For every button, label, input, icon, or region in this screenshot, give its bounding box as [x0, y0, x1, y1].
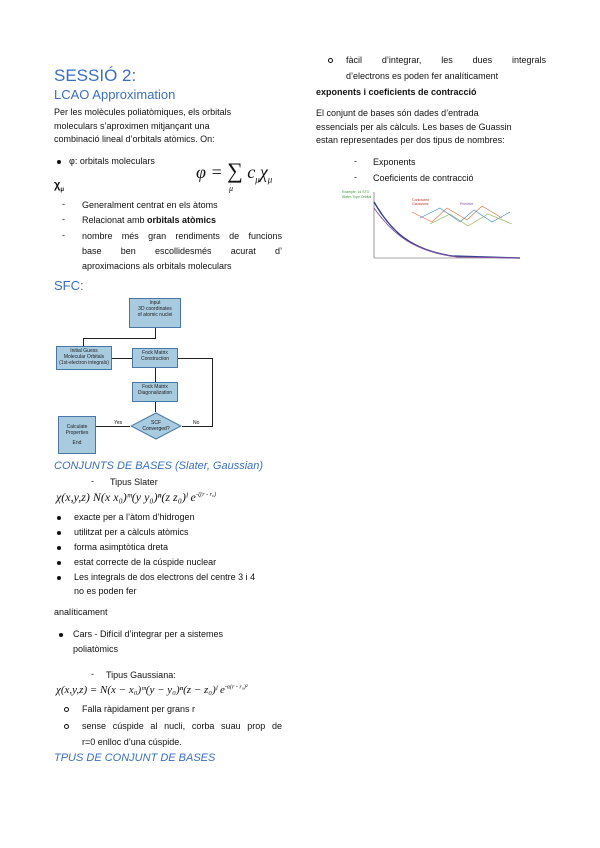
right-item: Coeficients de contracció	[373, 173, 474, 183]
scf-flowchart	[56, 296, 226, 456]
cars-item: poliatòmics	[73, 644, 119, 654]
conjunts-title: CONJUNTS DE BASES (Slater, Gaussian)	[54, 460, 264, 472]
lcao-formula	[196, 158, 272, 185]
orbital-curves	[342, 188, 522, 268]
chi-item: base ben escollidesmés acurat d’	[82, 246, 282, 256]
chart-label	[412, 198, 429, 206]
cars-item: Cars - Difícil d’integrar per a sistemes	[73, 629, 224, 639]
gauss-label: Tipus Gaussiana:	[106, 670, 176, 680]
gauss-item: sense cúspide al nucli, corba suau prop de	[82, 721, 282, 731]
connector	[178, 358, 213, 359]
formula-lhs: φ =	[196, 162, 223, 182]
section-subtitle: LCAO Approximation	[54, 87, 176, 102]
dash-icon: -	[62, 230, 65, 240]
right-item: Exponents	[373, 157, 416, 167]
slater-label: Tipus Slater	[110, 477, 158, 487]
para-line: essencials per als càlculs. Les bases de Guassin	[316, 121, 512, 132]
dash-icon: -	[91, 476, 94, 486]
circle-bullet-icon	[64, 724, 69, 729]
sum-index: μ	[229, 184, 234, 193]
chi-symbol: χ	[54, 179, 61, 191]
legend-line: Example: 1s STO	[342, 190, 370, 194]
slater-item: Les integrals de dos electrons del centre 3 i 4	[74, 572, 256, 582]
sfc-title: SFC:	[54, 278, 84, 293]
intro-line: moleculars s’aproximen mitjançant una	[54, 120, 210, 131]
circle-bullet-icon	[64, 707, 69, 712]
slater-item: no es poden fer	[74, 586, 137, 596]
chi-item: aproximacions als orbitals moleculars	[82, 261, 232, 271]
gauss-formula	[56, 684, 248, 696]
connector	[212, 358, 213, 427]
connector	[83, 338, 84, 346]
slater-item: exacte per a l’àtom d’hidrogen	[74, 512, 195, 522]
legend-line: Slater-Type Orbital	[342, 195, 372, 199]
chi-item: Generalment centrat en els àtoms	[82, 200, 218, 210]
gauss-formula-exp: -α(r - r₀)²	[224, 684, 248, 691]
flow-converged-text: SCF Converged?	[142, 420, 170, 432]
bullet-icon	[59, 633, 63, 637]
bullet-icon	[57, 576, 61, 580]
chi-item: nombre més gran rendiments de funcions	[82, 231, 282, 241]
phi-item: φ: orbitals moleculars	[69, 156, 155, 166]
connector	[112, 358, 132, 359]
flow-input-box: Input 3D coordinates of atomic nuclei	[129, 298, 181, 328]
intro-paragraph	[54, 106, 294, 147]
connector	[155, 328, 156, 338]
circle-bullet-icon	[328, 58, 333, 63]
bold-line: exponents i coeficients de contracció	[316, 87, 477, 97]
slater-item: utilitzat per a càlculs atòmics	[74, 527, 189, 537]
tipus-title: TPUS DE CONJUNT DE BASES	[54, 752, 216, 764]
flow-yes: Yes	[114, 420, 123, 426]
formula-chi: χ	[259, 162, 268, 182]
connector	[155, 368, 156, 382]
fast-item: d’electrons es poden fer analíticament	[346, 71, 499, 81]
para-line: El conjunt de bases són dades d’entrada	[316, 108, 479, 118]
slater-formula-main: χ(x,y,z) N(x x₀)ᵐ(y y₀)ⁿ(z z₀)ˡ e	[56, 490, 196, 504]
flow-guess-box: Initial Guess Molecular Orbitals (1st-electron integrals)	[56, 346, 112, 370]
chart-legend	[342, 190, 371, 200]
chi-item	[82, 214, 216, 227]
dash-icon: -	[62, 214, 65, 224]
chi-label	[54, 179, 64, 193]
flow-no: No	[193, 420, 200, 426]
flow-fock-box: Fock Matrix Construction	[132, 348, 178, 368]
formula-c: c	[247, 162, 256, 182]
bullet-icon	[57, 516, 61, 520]
connector	[182, 426, 212, 427]
flow-calc-text: Calculate Properties	[65, 424, 89, 436]
dash-icon: -	[354, 156, 357, 166]
flow-end-text: End	[72, 440, 82, 446]
intro-line: Per les molècules poliatòmiques, els orbitals	[54, 107, 232, 117]
orbital-figure	[342, 188, 522, 268]
fast-item: fàcil d’integrar, les dues integrals	[346, 55, 546, 65]
right-paragraph	[316, 107, 556, 148]
dash-icon: -	[62, 199, 65, 209]
connector	[155, 402, 156, 412]
gauss-formula-main: χ(x,y,z) = N(x − x₀)ᵐ(y − y₀)ⁿ(z − z₀)ˡ e	[56, 684, 225, 696]
bullet-icon	[57, 546, 61, 550]
chart-label: Primitive	[460, 202, 474, 206]
page-title: SESSIÓ 2:	[54, 66, 137, 85]
gauss-item: Falla ràpidament per grans r	[82, 704, 196, 714]
analiticament-text: analíticament	[54, 607, 108, 617]
formula-c-sub: μ	[255, 174, 260, 185]
slater-item: estat correcte de la cúspide nuclear	[74, 557, 217, 567]
bullet-icon	[57, 160, 61, 164]
chart-label-line: Contracted	[412, 198, 430, 202]
connector	[83, 338, 156, 339]
para-line: estan representades per dos tipus de nombres:	[316, 135, 505, 145]
chi-subscript: μ	[60, 187, 65, 194]
connector	[96, 426, 130, 427]
bullet-icon	[57, 561, 61, 565]
slater-formula-exp: -ζ(r - r₀)	[195, 492, 217, 498]
bold-orbitals: orbitals atòmics	[147, 215, 217, 225]
dash-icon: -	[91, 669, 94, 679]
chart-label-line: Gaussians	[412, 202, 429, 206]
dash-icon: -	[354, 172, 357, 182]
formula-chi-sub: μ	[267, 174, 273, 185]
gauss-item: r=0 enlloc d’una cúspide.	[82, 737, 182, 747]
flow-calc-box	[58, 416, 96, 454]
sum-symbol: ∑	[227, 158, 243, 183]
chi-item-text: Relacionat amb	[82, 215, 148, 225]
slater-formula	[56, 490, 216, 505]
slater-item: forma asimptòtica dreta	[74, 542, 169, 552]
flow-diag-box: Fock Matrix Diagonalization	[132, 382, 178, 402]
bullet-icon	[57, 531, 61, 535]
intro-line: combinació lineal d’orbitals atòmics. On:	[54, 134, 215, 144]
